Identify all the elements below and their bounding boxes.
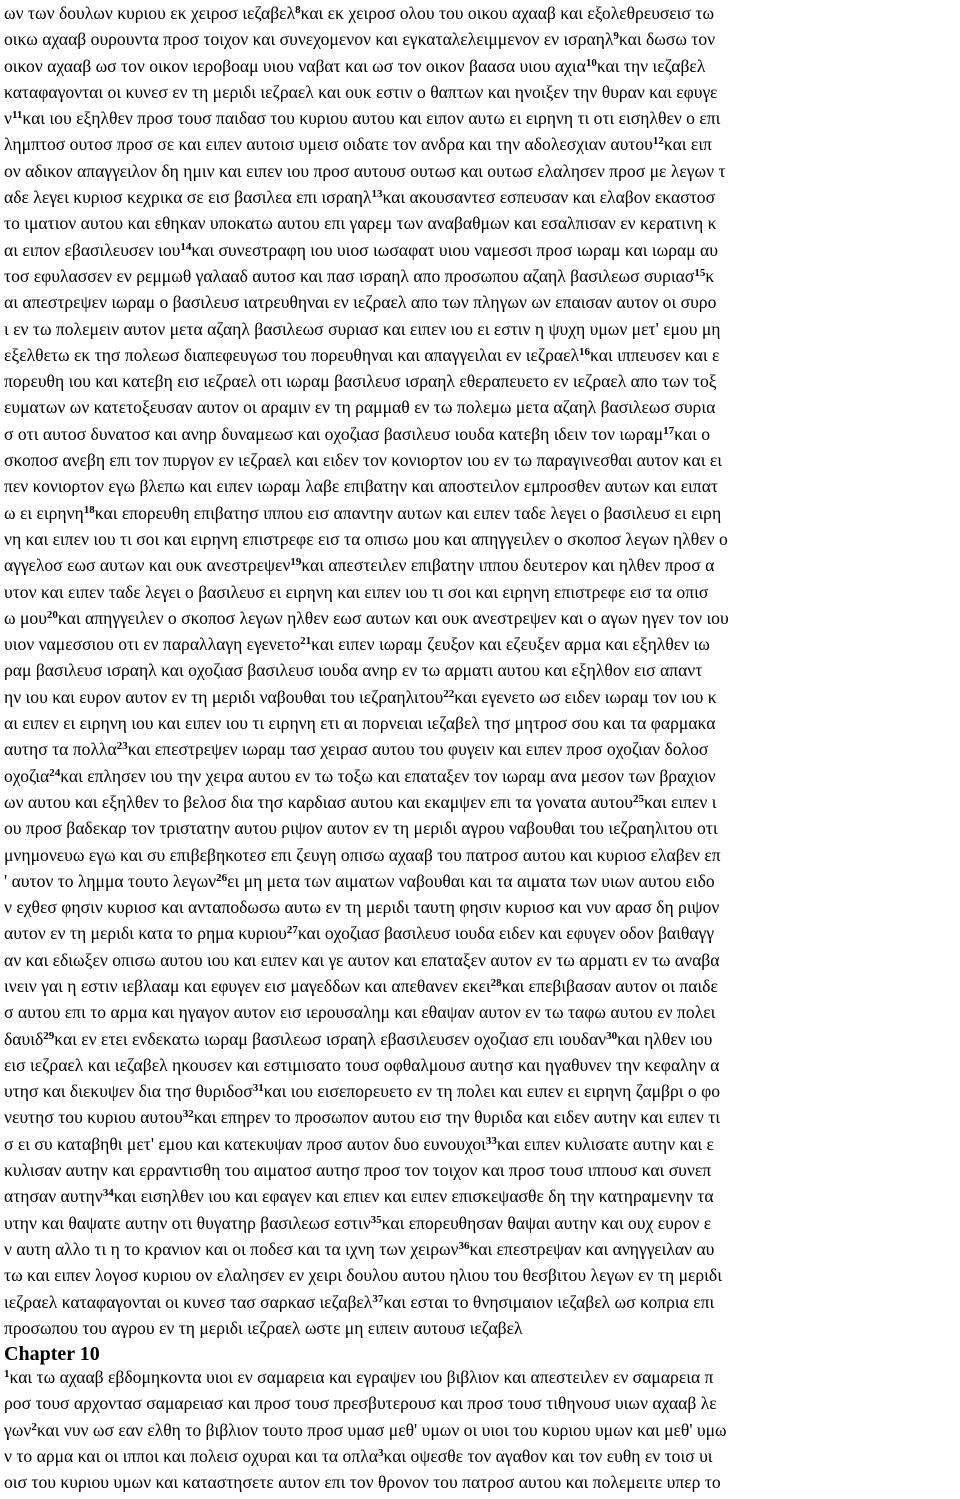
verse-text: και νυν ωσ εαν ελθη το βιβλιον τουτο προσ υμασ μεθ' υμων οι υιοι του κυριου υμων και μεθ' υμω xyxy=(36,1419,727,1440)
text-line xyxy=(4,1026,960,1052)
verse-text: το ιματιον αυτου και εθηκαν υποκατω αυτου επι γαρεμ των αναβαθμων και εσαλπισαν εν κερατινη κ xyxy=(4,213,717,234)
text-line xyxy=(4,684,960,710)
text-line xyxy=(4,342,960,368)
verse-text: ιεζραελ καταφαγονται οι κυνεσ τασ σαρκασ ιεζαβελ xyxy=(4,1291,373,1312)
verse-number: 26 xyxy=(216,871,228,884)
verse-number: 31 xyxy=(252,1082,264,1095)
verse-text: αγγελοσ εωσ αυτων και ουκ ανεστρεψεν xyxy=(4,555,291,576)
text-line xyxy=(4,1262,960,1288)
text-line xyxy=(4,1390,960,1416)
verse-number: 3 xyxy=(377,1446,384,1459)
text-line xyxy=(4,552,960,578)
verse-text: και επλησεν ιου την χειρα αυτου εν τω τοξω και επαταξεν τον ιωραμ ανα μεσον των βραχιον xyxy=(60,765,716,786)
verse-text: σ αυτου επι το αρμα και ηγαγον αυτον εισ ιερουσαλημ και εθαψαν αυτον εν τω ταφω αυτου εν πολει xyxy=(4,1002,716,1023)
verse-text: και ειπεν κυλισατε αυτην και ε xyxy=(496,1133,714,1154)
text-line xyxy=(4,1417,960,1443)
verse-number: 29 xyxy=(43,1029,55,1042)
verse-text: αι απεστρεψεν ιωραμ ο βασιλευσ ιατρευθηναι εν ιεζραελ απο των πληγων ων επαισαν αυτον οι συρο xyxy=(4,292,717,313)
verse-text: και εγενετο ωσ ειδεν ιωραμ τον ιου κ xyxy=(454,686,717,707)
verse-text: και επεβιβασαν αυτον οι παιδε xyxy=(501,975,718,996)
verse-text: και την ιεζαβελ xyxy=(596,55,706,76)
verse-text: και ειπεν ιωραμ ζευξον και εζευξεν αρμα και εξηλθεν ιω xyxy=(311,634,710,655)
verse-text: καταφαγονται οι κυνεσ εν τη μεριδι ιεζραελ και ουκ εστιν ο θαπτων και ηνοιξεν την θυραν και εφυγε xyxy=(4,81,718,102)
passage-text xyxy=(4,0,960,1341)
verse-text: και απεστειλεν επιβατην ιππου δευτερον και ηλθεν προσ α xyxy=(301,555,715,576)
verse-text: και επορευθησαν θαψαι αυτην και ουχ ευρον ε xyxy=(381,1212,712,1233)
text-line xyxy=(4,131,960,157)
verse-text: ' αυτον το λημμα τουτο λεγων xyxy=(4,870,217,891)
text-line xyxy=(4,316,960,342)
verse-number: 20 xyxy=(46,608,58,621)
verse-number: 10 xyxy=(585,56,597,69)
text-line xyxy=(4,1315,960,1341)
text-line xyxy=(4,631,960,657)
verse-text: εξελθετω εκ τησ πολεωσ διαπεφευγωσ του πορευθηναι και απαγγειλαι εν ιεζραελ xyxy=(4,344,580,365)
text-line xyxy=(4,53,960,79)
verse-text: και εσται το θνησιμαιον ιεζαβελ ωσ κοπρια επι xyxy=(383,1291,715,1312)
verse-text: και ιου εισεπορευετο εν τη πολει και ειπεν ει ειρηνη ζαμβρι ο φο xyxy=(263,1081,721,1102)
text-line xyxy=(4,1469,960,1495)
verse-text: και ιου εξηλθεν προσ τουσ παιδασ του κυριου αυτου και ειπον αυτω ει ειρηνη τι οτι εισηλθεν ο επι xyxy=(22,108,721,129)
verse-text: ου προσ βαδεκαρ τον τριστατην αυτου ριψον αυτον εν τη μεριδι αγρου ναβουθαι του ιεζραηλιτου οτι xyxy=(4,818,718,839)
verse-text: και συνεστραφη ιου υιοσ ιωσαφατ υιου ναμεσσι προσ ιωραμ και ιωραμ αυ xyxy=(191,239,718,260)
verse-text: ραμ βασιλευσ ισραηλ και οχοζιασ βασιλευσ ιουδα ανηρ εν τω αρματι αυτου και εξηλθον εισ απαντ xyxy=(4,660,703,681)
verse-number: 37 xyxy=(372,1292,384,1305)
verse-text: κυλισαν αυτην και ερραντισθη του αιματοσ αυτησ προσ τον τοιχον και προσ τουσ ιππουσ και συνεπ xyxy=(4,1160,712,1181)
verse-text: και εισηλθεν ιου και εφαγεν και επιεν και ειπεν επισκεψασθε δη την κατηραμενην τα xyxy=(113,1186,714,1207)
text-line xyxy=(4,210,960,236)
verse-number: 8 xyxy=(295,4,301,16)
verse-text: ροσ τουσ αρχοντασ σαμαρειασ και προσ τουσ πρεσβυτερουσ και προσ τουσ τιθηνουσ υιων αχααβ λε xyxy=(4,1393,717,1414)
verse-text: γων xyxy=(4,1419,32,1440)
verse-number: 21 xyxy=(300,635,312,648)
verse-text: ει μη μετα των αιματων ναβουθαι και τα αιματα των υιων αυτου ειδο xyxy=(227,870,715,891)
verse-text: σ οτι αυτοσ δυνατοσ και ανηρ δυναμεωσ και οχοζιασ βασιλευσ ιουδα κατεβη ιδειν τον ιωραμ xyxy=(4,423,664,444)
verse-text: τω και ειπεν λογοσ κυριου ον ελαλησεν εν χειρι δουλου αυτου ηλιου του θεσβιτου λεγων εν τη μεριδι xyxy=(4,1265,722,1286)
text-line xyxy=(4,184,960,210)
verse-text: σκοποσ ανεβη επι τον πυργον εν ιεζραελ και ειδεν τον κονιορτον ιου εν τω παραγινεσθαι αυτον και ει xyxy=(4,450,722,471)
verse-number: 2 xyxy=(31,1420,37,1433)
verse-text: και ειπ xyxy=(663,134,712,155)
verse-text: ην ιου και ευρον αυτον εν τη μεριδι ναβουθαι του ιεζραηλιτου xyxy=(4,686,444,707)
verse-text: εισ ιεζραελ και ιεζαβελ ηκουσεν και εστιμισατο τουσ οφθαλμουσ αυτησ και ηγαθυνεν την κεφαλην α xyxy=(4,1054,720,1075)
verse-number: 24 xyxy=(49,766,61,779)
text-line xyxy=(4,868,960,894)
verse-text: οισ του κυριου υμων και καταστησετε αυτον επι τον θρονον του πατροσ αυτου και πολεμειτε υπερ το xyxy=(4,1472,721,1493)
verse-text: οικω αχααβ ουρουντα προσ τοιχον και συνεχομενον και εγκαταλελειμμενον εν ισραηλ xyxy=(4,29,614,50)
verse-text: και ο xyxy=(674,423,711,444)
verse-text: οικον αχααβ ωσ τον οικον ιεροβοαμ υιου ναβατ και ωσ τον οικον βαασα υιου αχια xyxy=(4,55,586,76)
verse-text: και απηγγειλεν ο σκοποσ λεγων ηλθεν εωσ αυτων και ουκ ανεστρεψεν και ο αγων ηγεν τον ιου xyxy=(57,607,729,628)
verse-number: 35 xyxy=(370,1213,382,1226)
text-line xyxy=(4,657,960,683)
verse-number: 13 xyxy=(371,188,383,201)
verse-number: 32 xyxy=(182,1108,194,1121)
verse-text: ω μου xyxy=(4,607,47,628)
text-line xyxy=(4,526,960,552)
text-line xyxy=(4,263,960,289)
verse-number: 17 xyxy=(663,424,675,437)
text-line xyxy=(4,500,960,526)
verse-text: προσωπου του αγρου εν τη μεριδι ιεζραελ ωστε μη ειπειν αυτουσ ιεζαβελ xyxy=(4,1317,523,1338)
verse-text: λημπτοσ ουτοσ προσ σε και ειπεν αυτοισ υμεισ οιδατε τον ανδρα και την αδολεσχιαν αυτου xyxy=(4,134,653,155)
verse-text: ν αυτη αλλο τι η το κρανιον και οι ποδεσ και τα ιχνη των χειρων xyxy=(4,1238,459,1259)
text-line xyxy=(4,920,960,946)
verse-text: και οχοζιασ βασιλευσ ιουδα ειδεν και εφυγεν οδον βαιθαγγ xyxy=(297,923,715,944)
verse-text: νη και ειπεν ιου τι σοι και ειρηνη επιστρεφε εισ τα οπισω μου και απηγγειλεν ο σκοποσ λεγων ηλθεν ο xyxy=(4,528,728,549)
text-line xyxy=(4,1157,960,1183)
verse-text: σ ει συ καταβηθι μετ' εμου και κατεκυψαν προσ αυτον δυο ευνουχοι xyxy=(4,1133,486,1154)
text-line xyxy=(4,1210,960,1236)
verse-text: οχοζια xyxy=(4,765,50,786)
verse-text: και επορευθη επιβατησ ιππου εισ απαντην αυτων και ειπεν ταδε λεγει ο βασιλευσ ει ειρη xyxy=(94,502,722,523)
verse-number: 12 xyxy=(652,135,664,148)
text-line xyxy=(4,105,960,131)
verse-number: 34 xyxy=(102,1187,114,1200)
verse-text: ων αυτου και εξηλθεν το βελοσ δια τησ καρδιασ αυτου και εκαμψεν επι τα γονατα αυτου xyxy=(4,791,633,812)
verse-number: 33 xyxy=(485,1134,497,1147)
verse-number: 30 xyxy=(606,1029,618,1042)
verse-text: νευτησ του κυριου αυτου xyxy=(4,1107,183,1128)
verse-number: 18 xyxy=(83,503,95,516)
text-line xyxy=(4,736,960,762)
verse-number: 1 xyxy=(4,1368,10,1380)
verse-text: και ηλθεν ιου xyxy=(617,1028,713,1049)
text-line xyxy=(4,26,960,52)
verse-text: και ειπεν ι xyxy=(643,791,717,812)
verse-text: πεν κονιορτον εγω βλεπω και ειπεν ιωραμ λαβε επιβατην και αποστειλον εμπροσθεν αυτων και ειπατ xyxy=(4,476,719,497)
text-line xyxy=(4,394,960,420)
text-line xyxy=(4,710,960,736)
verse-text: υιον ναμεσσιου οτι εν παραλλαγη εγενετο xyxy=(4,634,301,655)
verse-number: 25 xyxy=(632,792,644,805)
verse-number: 14 xyxy=(180,240,192,253)
verse-text: και οψεσθε τον αγαθον και τον ευθη εν τοισ υι xyxy=(383,1445,713,1466)
verse-text: ω ει ειρηνη xyxy=(4,502,84,523)
text-line xyxy=(4,237,960,263)
text-line xyxy=(4,1289,960,1315)
text-line xyxy=(4,0,960,26)
verse-text: υτην και θαψατε αυτην οτι θυγατηρ βασιλεωσ εστιν xyxy=(4,1212,371,1233)
verse-text: αυτον εν τη μεριδι κατα το ρημα κυριου xyxy=(4,923,287,944)
verse-number: 28 xyxy=(490,976,502,989)
verse-text: αι ειπεν ει ειρηνη ιου και ειπεν ιου τι ειρηνη ετι αι πορνειαι ιεζαβελ τησ μητροσ σου και τα φαρμακα xyxy=(4,713,716,734)
text-line xyxy=(4,1104,960,1130)
verse-number: 22 xyxy=(443,687,455,700)
verse-number: 11 xyxy=(11,109,23,122)
verse-text: και εν ετει ενδεκατω ιωραμ βασιλεωσ ισραηλ εβασιλευσεν οχοζιασ επι ιουδαν xyxy=(54,1028,607,1049)
text-line xyxy=(4,973,960,999)
text-line xyxy=(4,289,960,315)
verse-text: και επηρεν το προσωπον αυτου εισ την θυριδα και ειδεν αυτην και ειπεν τι xyxy=(193,1107,721,1128)
verse-text: και ιππευσεν και ε xyxy=(590,344,720,365)
verse-text: αι ειπον εβασιλευσεν ιου xyxy=(4,239,181,260)
text-line xyxy=(4,421,960,447)
verse-text: και επεστρεψεν ιωραμ τασ χειρασ αυτου του φυγειν και ειπεν προσ οχοζιαν δολοσ xyxy=(127,739,709,760)
text-line xyxy=(4,1443,960,1469)
text-line xyxy=(4,789,960,815)
verse-text: κ xyxy=(705,265,715,286)
verse-text: ν το αρμα και οι ιπποι και πολεισ οχυραι και τα οπλα xyxy=(4,1445,378,1466)
verse-text: υτησ και διεκυψεν δια τησ θυριδοσ xyxy=(4,1081,253,1102)
chapter-heading: Chapter 10 xyxy=(4,1343,100,1365)
text-line xyxy=(4,79,960,105)
text-line xyxy=(4,1052,960,1078)
text-line xyxy=(4,999,960,1025)
verse-number: 23 xyxy=(116,740,128,753)
verse-text: ν xyxy=(4,108,12,129)
verse-text: ι εν τω πολεμειν αυτον μετα αζαηλ βασιλεωσ συριασ και ειπεν ιου ει εστιν η ψυχη υμων μετ' εμου μη xyxy=(4,318,721,339)
text-line xyxy=(4,842,960,868)
verse-text: πορευθη ιου και κατεβη εισ ιεζραελ οτι ιωραμ βασιλευσ ισραηλ εθεραπευετο εν ιεζραελ απο των τοξ xyxy=(4,371,717,392)
verse-text: και τω αχααβ εβδομηκοντα υιοι εν σαμαρεια και εγραψεν ιου βιβλιον και απεστειλεν εν σαμαρεια π xyxy=(9,1367,714,1387)
text-line xyxy=(4,1183,960,1209)
text-line xyxy=(4,579,960,605)
verse-text: ατησαν αυτην xyxy=(4,1186,103,1207)
verse-text: υτον και ειπεν ταδε λεγει ο βασιλευσ ει ειρηνη και ειπεν ιου τι σοι και ειρηνη επιστρεφε εισ τα οπισ xyxy=(4,581,709,602)
verse-text: και εκ χειροσ ολου του οικου αχααβ και εξολεθρευσεισ τω xyxy=(300,3,715,23)
passage-text xyxy=(4,1364,960,1495)
verse-number: 15 xyxy=(694,266,706,279)
verse-text: δαυιδ xyxy=(4,1028,44,1049)
verse-number: 9 xyxy=(613,30,619,43)
text-line xyxy=(4,1078,960,1104)
text-line xyxy=(4,158,960,184)
text-line xyxy=(4,947,960,973)
verse-number: 16 xyxy=(579,345,591,358)
verse-text: ευματων ων κατετοξευσαν αυτον οι αραμιν εν τη ραμμαθ εν τω πολεμω μετα αζαηλ βασιλεωσ συρια xyxy=(4,397,716,418)
verse-text: ον αδικον απαγγειλον δη ημιν και ειπεν ιου προσ αυτουσ ουτωσ και ουτωσ ελαλησεν προσ με λεγων τ xyxy=(4,160,726,181)
verse-number: 27 xyxy=(286,924,298,937)
text-line xyxy=(4,1364,960,1390)
text-line xyxy=(4,815,960,841)
verse-text: ων των δουλων κυριου εκ χειροσ ιεζαβελ xyxy=(4,3,296,23)
verse-text: ν εχθεσ φησιν κυριοσ και ανταποδωσω αυτω εν τη μεριδι ταυτη φησιν κυριοσ και νυν αρασ δη ριψον xyxy=(4,897,720,918)
text-line xyxy=(4,1131,960,1157)
verse-text: αυτησ τα πολλα xyxy=(4,739,117,760)
verse-text: μνημονευω εγω και συ επιβεβηκοτεσ επι ζευγη οπισω αχααβ του πατροσ αυτου και κυριοσ ελαβεν επ xyxy=(4,844,721,865)
verse-text: ινειν γαι η εστιν ιεβλααμ και εφυγεν εισ μαγεδδων και απεθανεν εκει xyxy=(4,975,491,996)
text-line xyxy=(4,447,960,473)
verse-number: 19 xyxy=(290,556,302,569)
verse-number: 36 xyxy=(458,1239,470,1252)
verse-text: αδε λεγει κυριοσ κεχρικα σε εισ βασιλεα επι ισραηλ xyxy=(4,187,372,208)
verse-text: αν και εδιωξεν οπισω αυτου ιου και ειπεν και γε αυτον και επαταξεν αυτον εν τω αρματι εν τω αναβα xyxy=(4,949,720,970)
text-line xyxy=(4,894,960,920)
text-line xyxy=(4,763,960,789)
verse-text: και ακουσαντεσ εσπευσαν και ελαβον εκαστοσ xyxy=(382,187,716,208)
text-line xyxy=(4,368,960,394)
verse-text: και δωσω τον xyxy=(618,29,716,50)
text-line xyxy=(4,1236,960,1262)
text-line xyxy=(4,605,960,631)
verse-text: τοσ εφυλασσεν εν ρεμμωθ γαλααδ αυτοσ και πασ ισραηλ απο προσωπου αζαηλ βασιλεωσ συριασ xyxy=(4,265,695,286)
text-line xyxy=(4,473,960,499)
verse-text: και επεστρεψαν και ανηγγειλαν αυ xyxy=(469,1238,715,1259)
